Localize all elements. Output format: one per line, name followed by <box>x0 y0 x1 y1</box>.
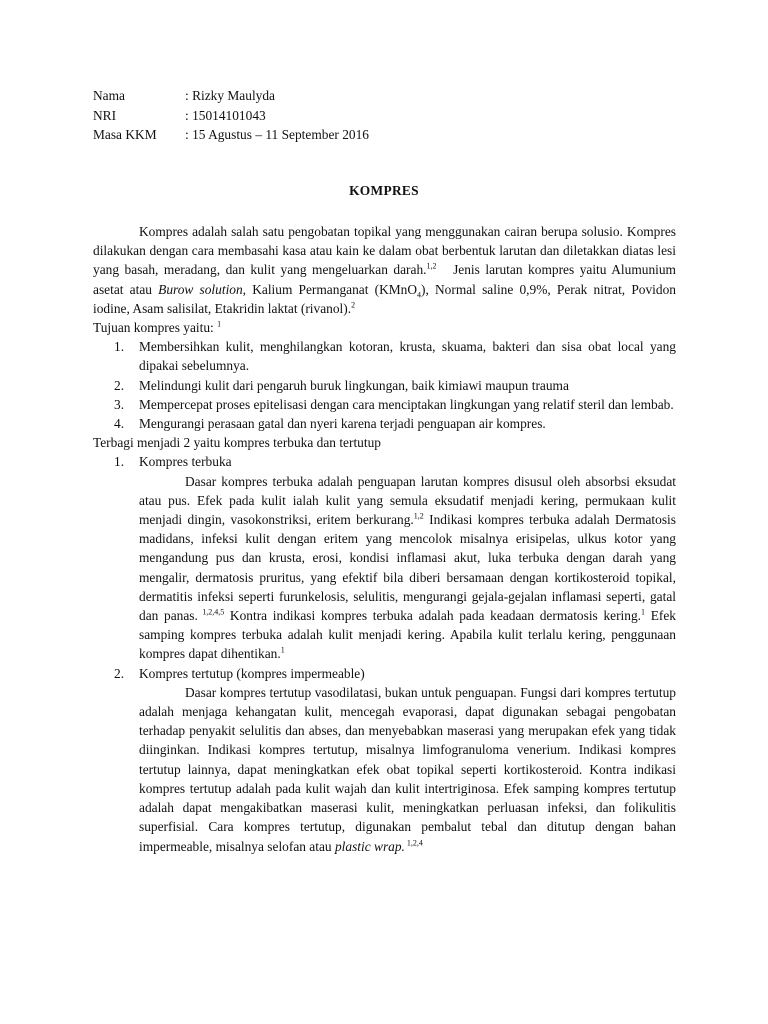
terbuka-ref-1: 1,2 <box>413 511 424 521</box>
nri-value: : 15014101043 <box>185 107 266 123</box>
terbuka-section <box>93 452 676 663</box>
list-item <box>93 376 676 395</box>
list-item <box>93 395 676 414</box>
tujuan-list <box>93 337 676 433</box>
intro-subscript: 4 <box>417 290 422 300</box>
tujuan-heading-ref: 1 <box>217 319 222 329</box>
terbuka-text-2: Indikasi kompres terbuka adalah Dermatosis madidans, infeksi kulit dengan eritem yang mencolok misalnya erisipelas, ulkus kotor yang mengandung pus dan krusta, erosi, kondisi inflamasi akut, luka terbuka dengan darah yang mengalir, dermatosis pruritus, yang efektif bila diberi bersamaan dengan kortikosteroid topikal, dermatitis infeksi seperti furunkelosis, selulitis, mengurangi gejala-gejalan inflamasi seperti, gatal dan panas. <box>139 512 676 624</box>
intro-text-3: Kalium Permanganat (KMnO <box>252 281 418 297</box>
terbuka-text-3: Kontra indikasi kompres terbuka adalah pada keadaan dermatosis kering. <box>224 608 642 624</box>
terbagi-line: Terbagi menjadi 2 yaitu kompres terbuka dan tertutup <box>93 435 381 451</box>
tertutup-title: Kompres tertutup (kompres impermeable) <box>139 665 365 681</box>
tertutup-content <box>139 664 676 856</box>
tertutup-text: Dasar kompres tertutup vasodilatasi, bukan untuk penguapan. Fungsi dari kompres tertutup adalah menjaga kehangatan kulit, mencegah evaporasi, dapat digunakan sebagai pengobatan terhadap penyakit selulitis dan abses, dan menyebabkan maserasi yang merupakan efek yang tidak diinginkan. Indikasi kompres tertutup, misalnya limfogranuloma venerium. Indikasi kompres tertutup lainnya, dapat meningkatkan efek obat topikal seperti kortikosteroid. Kontra indikasi kompres tertutup adalah pada kulit wajah dan kulit intertriginosa. Efek samping kompres tertutup adalah dapat mengakibatkan maserasi kulit, meningkatkan perluasan infeksi, dan folikulitis superfisial. Cara kompres tertutup, digunakan pembalut tebal dan ditutup dengan bahan impermeable, misalnya selofan atau <box>139 684 676 854</box>
intro-ref-1: 1,2 <box>426 261 437 271</box>
terbuka-paragraph <box>139 472 676 664</box>
tertutup-italic: plastic wrap. <box>334 838 405 854</box>
list-item-text: Mengurangi perasaan gatal dan nyeri karena terjadi penguapan air kompres. <box>139 416 546 432</box>
document-title: KOMPRES <box>349 183 419 198</box>
masa-kkm-label: Masa KKM <box>93 127 157 142</box>
list-item-text: Mempercepat proses epitelisasi dengan cara menciptakan lingkungan yang relatif steril dan lembab. <box>139 396 674 412</box>
nri-label: NRI <box>93 107 117 123</box>
student-info <box>93 86 369 145</box>
tertutup-section <box>93 664 676 856</box>
tertutup-number: 2. <box>114 665 125 681</box>
masa-kkm-row <box>93 125 369 145</box>
terbuka-content <box>139 452 676 663</box>
intro-italic: Burow solution, <box>158 281 247 297</box>
list-item-number: 4. <box>114 416 125 432</box>
terbuka-ref-2: 1,2,4,5 <box>197 607 225 617</box>
tujuan-heading-text: Tujuan kompres yaitu: <box>93 320 214 336</box>
intro-ref-2: 2 <box>351 300 356 310</box>
list-item-number: 1. <box>114 339 125 355</box>
intro-text-2: Jenis larutan kompres yaitu Alumunium asetat atau <box>93 262 676 297</box>
intro-text-4: ), Normal saline 0,9%, Perak nitrat, Povidon iodine, Asam salisilat, Etakridin laktat (rivanol). <box>93 281 676 316</box>
terbuka-ref-3: 1 <box>641 607 646 617</box>
list-item-text: Membersihkan kulit, menghilangkan kotoran, krusta, skuama, bakteri dan sisa obat local yang dipakai sebelumnya. <box>139 339 676 374</box>
document-body <box>93 222 676 856</box>
terbuka-text-4: Efek samping kompres terbuka adalah kulit menjadi kering. Apabila kulit terlalu kering, penggunaan kompres dapat dihentikan. <box>139 608 676 662</box>
name-label: Nama <box>93 88 125 103</box>
intro-text-1: Kompres adalah salah satu pengobatan topikal yang menggunakan cairan berupa solusio. Kompres dilakukan dengan cara membasahi kasa atau kain ke dalam obat berbentuk larutan dan diletakkan diatas lesi yang basah, meradang, dan kulit yang mengeluarkan darah. <box>93 224 676 278</box>
name-value: : Rizky Maulyda <box>185 88 276 103</box>
terbuka-title: Kompres terbuka <box>139 454 232 470</box>
masa-kkm-value: : 15 Agustus – 11 September 2016 <box>185 127 369 142</box>
terbuka-ref-4: 1 <box>280 646 285 655</box>
terbuka-number: 1. <box>114 454 125 470</box>
name-row <box>93 86 369 106</box>
list-item <box>93 337 676 375</box>
terbuka-text-1: Dasar kompres terbuka adalah penguapan larutan kompres disusul oleh absorbsi eksudat atau pus. Efek pada kulit ialah kulit yang semula eksudatif menjadi kering, permukaan kulit menjadi dingin, vasokonstriksi, eritem berkurang. <box>139 473 676 528</box>
list-item-text: Melindungi kulit dari pengaruh buruk lingkungan, baik kimiawi maupun trauma <box>139 377 569 393</box>
list-item-number: 2. <box>114 377 125 393</box>
intro-paragraph <box>93 222 676 318</box>
list-item <box>93 414 676 433</box>
list-item-number: 3. <box>114 396 125 412</box>
tertutup-ref: 1,2,4 <box>404 838 423 848</box>
tujuan-heading <box>93 318 676 337</box>
tertutup-paragraph <box>139 683 676 856</box>
nri-row <box>93 106 369 126</box>
